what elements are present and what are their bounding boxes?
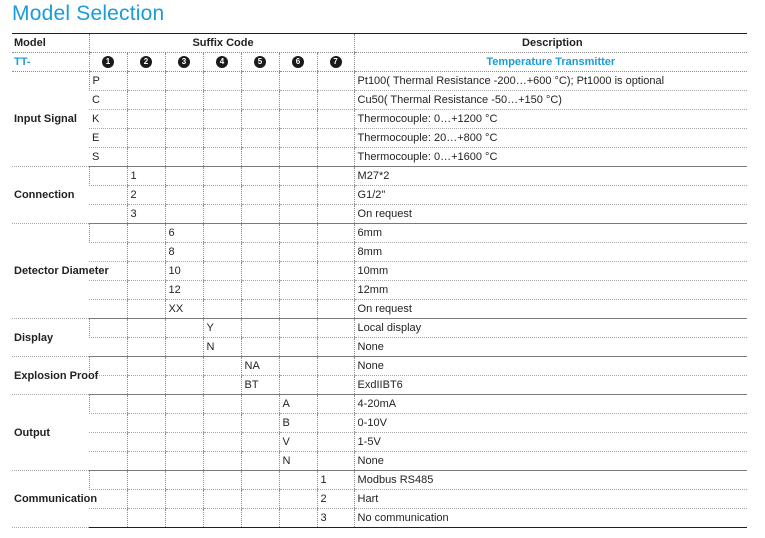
empty-cell bbox=[279, 376, 317, 395]
empty-cell bbox=[241, 262, 279, 281]
model-selection-table bbox=[12, 33, 747, 528]
table-row bbox=[12, 148, 747, 167]
suffix-code: BT bbox=[241, 376, 279, 395]
marker-1-icon: 1 bbox=[102, 56, 114, 68]
table-row bbox=[12, 281, 747, 300]
empty-cell bbox=[203, 395, 241, 414]
empty-cell bbox=[89, 452, 127, 471]
empty-cell bbox=[241, 167, 279, 186]
suffix-code: E bbox=[89, 129, 127, 148]
empty-cell bbox=[127, 509, 165, 528]
suffix-code: 12 bbox=[165, 281, 203, 300]
table-header-row bbox=[12, 34, 747, 53]
empty-cell bbox=[127, 395, 165, 414]
marker-cell bbox=[279, 53, 317, 72]
empty-cell bbox=[165, 452, 203, 471]
empty-cell bbox=[317, 433, 354, 452]
suffix-code: 3 bbox=[317, 509, 354, 528]
option-description: None bbox=[354, 357, 747, 376]
model-prefix: TT- bbox=[12, 53, 89, 72]
empty-cell bbox=[203, 243, 241, 262]
empty-cell bbox=[317, 224, 354, 243]
empty-cell bbox=[127, 129, 165, 148]
empty-cell bbox=[203, 262, 241, 281]
option-description: 6mm bbox=[354, 224, 747, 243]
suffix-code: Y bbox=[203, 319, 241, 338]
empty-cell bbox=[279, 129, 317, 148]
suffix-code: 6 bbox=[165, 224, 203, 243]
empty-cell bbox=[203, 490, 241, 509]
table-row bbox=[12, 129, 747, 148]
suffix-code: A bbox=[279, 395, 317, 414]
option-description: 10mm bbox=[354, 262, 747, 281]
option-description: Hart bbox=[354, 490, 747, 509]
empty-cell bbox=[241, 186, 279, 205]
option-description: ExdIIBT6 bbox=[354, 376, 747, 395]
empty-cell bbox=[241, 452, 279, 471]
empty-cell bbox=[89, 395, 127, 414]
description-header: Description bbox=[354, 34, 747, 53]
empty-cell bbox=[241, 129, 279, 148]
empty-cell bbox=[279, 72, 317, 91]
option-description: M27*2 bbox=[354, 167, 747, 186]
empty-cell bbox=[165, 376, 203, 395]
empty-cell bbox=[241, 281, 279, 300]
marker-4-icon: 4 bbox=[216, 56, 228, 68]
empty-cell bbox=[279, 243, 317, 262]
empty-cell bbox=[241, 72, 279, 91]
empty-cell bbox=[317, 148, 354, 167]
option-description: None bbox=[354, 338, 747, 357]
model-header: Model bbox=[12, 34, 89, 53]
empty-cell bbox=[317, 186, 354, 205]
empty-cell bbox=[279, 167, 317, 186]
empty-cell bbox=[165, 110, 203, 129]
table-row bbox=[12, 471, 747, 490]
empty-cell bbox=[127, 91, 165, 110]
empty-cell bbox=[317, 338, 354, 357]
suffix-code: N bbox=[203, 338, 241, 357]
option-description: Local display bbox=[354, 319, 747, 338]
empty-cell bbox=[165, 186, 203, 205]
empty-cell bbox=[165, 471, 203, 490]
empty-cell bbox=[317, 281, 354, 300]
empty-cell bbox=[165, 319, 203, 338]
empty-cell bbox=[89, 186, 127, 205]
empty-cell bbox=[241, 338, 279, 357]
empty-cell bbox=[165, 509, 203, 528]
suffix-code: 2 bbox=[127, 186, 165, 205]
empty-cell bbox=[241, 433, 279, 452]
empty-cell bbox=[127, 224, 165, 243]
marker-5-icon: 5 bbox=[254, 56, 266, 68]
page-title: Model Selection bbox=[12, 2, 165, 25]
empty-cell bbox=[127, 319, 165, 338]
empty-cell bbox=[89, 414, 127, 433]
empty-cell bbox=[241, 490, 279, 509]
empty-cell bbox=[317, 72, 354, 91]
table-row bbox=[12, 490, 747, 509]
suffix-code: NA bbox=[241, 357, 279, 376]
group-label: Explosion Proof bbox=[12, 357, 89, 395]
empty-cell bbox=[165, 72, 203, 91]
empty-cell bbox=[127, 471, 165, 490]
empty-cell bbox=[241, 224, 279, 243]
marker-7-icon: 7 bbox=[330, 56, 342, 68]
empty-cell bbox=[279, 110, 317, 129]
empty-cell bbox=[203, 205, 241, 224]
option-description: Modbus RS485 bbox=[354, 471, 747, 490]
empty-cell bbox=[89, 224, 127, 243]
marker-row bbox=[12, 53, 747, 72]
empty-cell bbox=[203, 414, 241, 433]
empty-cell bbox=[279, 319, 317, 338]
empty-cell bbox=[203, 433, 241, 452]
table-row bbox=[12, 243, 747, 262]
empty-cell bbox=[89, 338, 127, 357]
empty-cell bbox=[241, 414, 279, 433]
table-row bbox=[12, 433, 747, 452]
empty-cell bbox=[127, 262, 165, 281]
empty-cell bbox=[317, 376, 354, 395]
table-row bbox=[12, 319, 747, 338]
option-description: Pt100( Thermal Resistance -200…+600 °C); Pt1000 is optional bbox=[354, 72, 747, 91]
marker-cell bbox=[317, 53, 354, 72]
table-row bbox=[12, 357, 747, 376]
empty-cell bbox=[241, 319, 279, 338]
suffix-code: P bbox=[89, 72, 127, 91]
empty-cell bbox=[89, 167, 127, 186]
empty-cell bbox=[165, 91, 203, 110]
suffix-code: 10 bbox=[165, 262, 203, 281]
table-row bbox=[12, 452, 747, 471]
empty-cell bbox=[279, 91, 317, 110]
suffix-code: 3 bbox=[127, 205, 165, 224]
empty-cell bbox=[165, 205, 203, 224]
option-description: On request bbox=[354, 205, 747, 224]
empty-cell bbox=[127, 300, 165, 319]
empty-cell bbox=[241, 471, 279, 490]
group-label: Output bbox=[12, 395, 89, 471]
empty-cell bbox=[89, 509, 127, 528]
empty-cell bbox=[317, 319, 354, 338]
empty-cell bbox=[241, 395, 279, 414]
empty-cell bbox=[165, 395, 203, 414]
table-row bbox=[12, 205, 747, 224]
empty-cell bbox=[89, 433, 127, 452]
table-row bbox=[12, 414, 747, 433]
table-row bbox=[12, 262, 747, 281]
option-description: Thermocouple: 0…+1600 °C bbox=[354, 148, 747, 167]
empty-cell bbox=[203, 281, 241, 300]
suffix-code: S bbox=[89, 148, 127, 167]
option-description: On request bbox=[354, 300, 747, 319]
empty-cell bbox=[279, 148, 317, 167]
empty-cell bbox=[165, 148, 203, 167]
suffix-code: N bbox=[279, 452, 317, 471]
empty-cell bbox=[127, 338, 165, 357]
group-label: Detector Diameter bbox=[12, 224, 89, 319]
empty-cell bbox=[89, 205, 127, 224]
empty-cell bbox=[203, 167, 241, 186]
option-description: 12mm bbox=[354, 281, 747, 300]
option-description: 8mm bbox=[354, 243, 747, 262]
empty-cell bbox=[165, 129, 203, 148]
empty-cell bbox=[165, 433, 203, 452]
empty-cell bbox=[317, 167, 354, 186]
group-label: Display bbox=[12, 319, 89, 357]
empty-cell bbox=[127, 110, 165, 129]
table-row bbox=[12, 300, 747, 319]
empty-cell bbox=[317, 110, 354, 129]
empty-cell bbox=[279, 300, 317, 319]
empty-cell bbox=[127, 376, 165, 395]
empty-cell bbox=[127, 72, 165, 91]
empty-cell bbox=[165, 490, 203, 509]
option-description: 0-10V bbox=[354, 414, 747, 433]
empty-cell bbox=[127, 357, 165, 376]
option-description: Thermocouple: 20…+800 °C bbox=[354, 129, 747, 148]
empty-cell bbox=[317, 357, 354, 376]
empty-cell bbox=[127, 243, 165, 262]
empty-cell bbox=[241, 300, 279, 319]
empty-cell bbox=[89, 319, 127, 338]
suffix-code-header: Suffix Code bbox=[89, 34, 354, 53]
empty-cell bbox=[203, 509, 241, 528]
marker-2-icon: 2 bbox=[140, 56, 152, 68]
model-selection-table-wrapper bbox=[12, 33, 747, 528]
empty-cell bbox=[203, 452, 241, 471]
empty-cell bbox=[279, 205, 317, 224]
empty-cell bbox=[127, 452, 165, 471]
table-row bbox=[12, 509, 747, 528]
empty-cell bbox=[203, 91, 241, 110]
marker-3-icon: 3 bbox=[178, 56, 190, 68]
empty-cell bbox=[127, 490, 165, 509]
marker-cell bbox=[203, 53, 241, 72]
group-label: Communication bbox=[12, 471, 89, 528]
empty-cell bbox=[165, 167, 203, 186]
empty-cell bbox=[89, 300, 127, 319]
suffix-code: V bbox=[279, 433, 317, 452]
suffix-code: C bbox=[89, 91, 127, 110]
empty-cell bbox=[241, 509, 279, 528]
option-description: 4-20mA bbox=[354, 395, 747, 414]
empty-cell bbox=[203, 357, 241, 376]
marker-cell bbox=[241, 53, 279, 72]
option-description: 1-5V bbox=[354, 433, 747, 452]
empty-cell bbox=[203, 129, 241, 148]
suffix-code: 8 bbox=[165, 243, 203, 262]
suffix-code: K bbox=[89, 110, 127, 129]
marker-cell bbox=[127, 53, 165, 72]
empty-cell bbox=[127, 414, 165, 433]
table-row bbox=[12, 186, 747, 205]
empty-cell bbox=[317, 129, 354, 148]
empty-cell bbox=[241, 91, 279, 110]
empty-cell bbox=[279, 338, 317, 357]
table-row bbox=[12, 224, 747, 243]
group-label: Connection bbox=[12, 167, 89, 224]
marker-cell bbox=[89, 53, 127, 72]
group-label: Input Signal bbox=[12, 72, 89, 167]
empty-cell bbox=[279, 262, 317, 281]
option-description: G1/2" bbox=[354, 186, 747, 205]
empty-cell bbox=[241, 148, 279, 167]
empty-cell bbox=[241, 110, 279, 129]
empty-cell bbox=[203, 72, 241, 91]
empty-cell bbox=[279, 490, 317, 509]
empty-cell bbox=[317, 414, 354, 433]
empty-cell bbox=[203, 148, 241, 167]
table-row bbox=[12, 91, 747, 110]
empty-cell bbox=[165, 357, 203, 376]
empty-cell bbox=[203, 224, 241, 243]
empty-cell bbox=[203, 471, 241, 490]
table-body bbox=[12, 72, 747, 528]
empty-cell bbox=[89, 471, 127, 490]
empty-cell bbox=[203, 300, 241, 319]
empty-cell bbox=[279, 357, 317, 376]
empty-cell bbox=[165, 338, 203, 357]
suffix-code: 1 bbox=[127, 167, 165, 186]
empty-cell bbox=[203, 110, 241, 129]
table-row bbox=[12, 110, 747, 129]
suffix-code: 2 bbox=[317, 490, 354, 509]
marker-6-icon: 6 bbox=[292, 56, 304, 68]
empty-cell bbox=[127, 148, 165, 167]
table-row bbox=[12, 72, 747, 91]
product-description: Temperature Transmitter bbox=[354, 53, 747, 72]
suffix-code: XX bbox=[165, 300, 203, 319]
empty-cell bbox=[317, 262, 354, 281]
table-row bbox=[12, 395, 747, 414]
option-description: Thermocouple: 0…+1200 °C bbox=[354, 110, 747, 129]
empty-cell bbox=[241, 205, 279, 224]
empty-cell bbox=[203, 376, 241, 395]
empty-cell bbox=[241, 243, 279, 262]
option-description: No communication bbox=[354, 509, 747, 528]
table-row bbox=[12, 376, 747, 395]
empty-cell bbox=[317, 395, 354, 414]
suffix-code: 1 bbox=[317, 471, 354, 490]
empty-cell bbox=[279, 186, 317, 205]
empty-cell bbox=[279, 224, 317, 243]
table-row bbox=[12, 338, 747, 357]
empty-cell bbox=[279, 281, 317, 300]
option-description: None bbox=[354, 452, 747, 471]
empty-cell bbox=[89, 281, 127, 300]
empty-cell bbox=[317, 205, 354, 224]
marker-cell bbox=[165, 53, 203, 72]
empty-cell bbox=[127, 433, 165, 452]
empty-cell bbox=[127, 281, 165, 300]
empty-cell bbox=[279, 471, 317, 490]
empty-cell bbox=[317, 300, 354, 319]
empty-cell bbox=[317, 243, 354, 262]
suffix-code: B bbox=[279, 414, 317, 433]
empty-cell bbox=[317, 91, 354, 110]
empty-cell bbox=[317, 452, 354, 471]
empty-cell bbox=[279, 509, 317, 528]
empty-cell bbox=[165, 414, 203, 433]
empty-cell bbox=[203, 186, 241, 205]
empty-cell bbox=[89, 243, 127, 262]
table-row bbox=[12, 167, 747, 186]
option-description: Cu50( Thermal Resistance -50…+150 °C) bbox=[354, 91, 747, 110]
